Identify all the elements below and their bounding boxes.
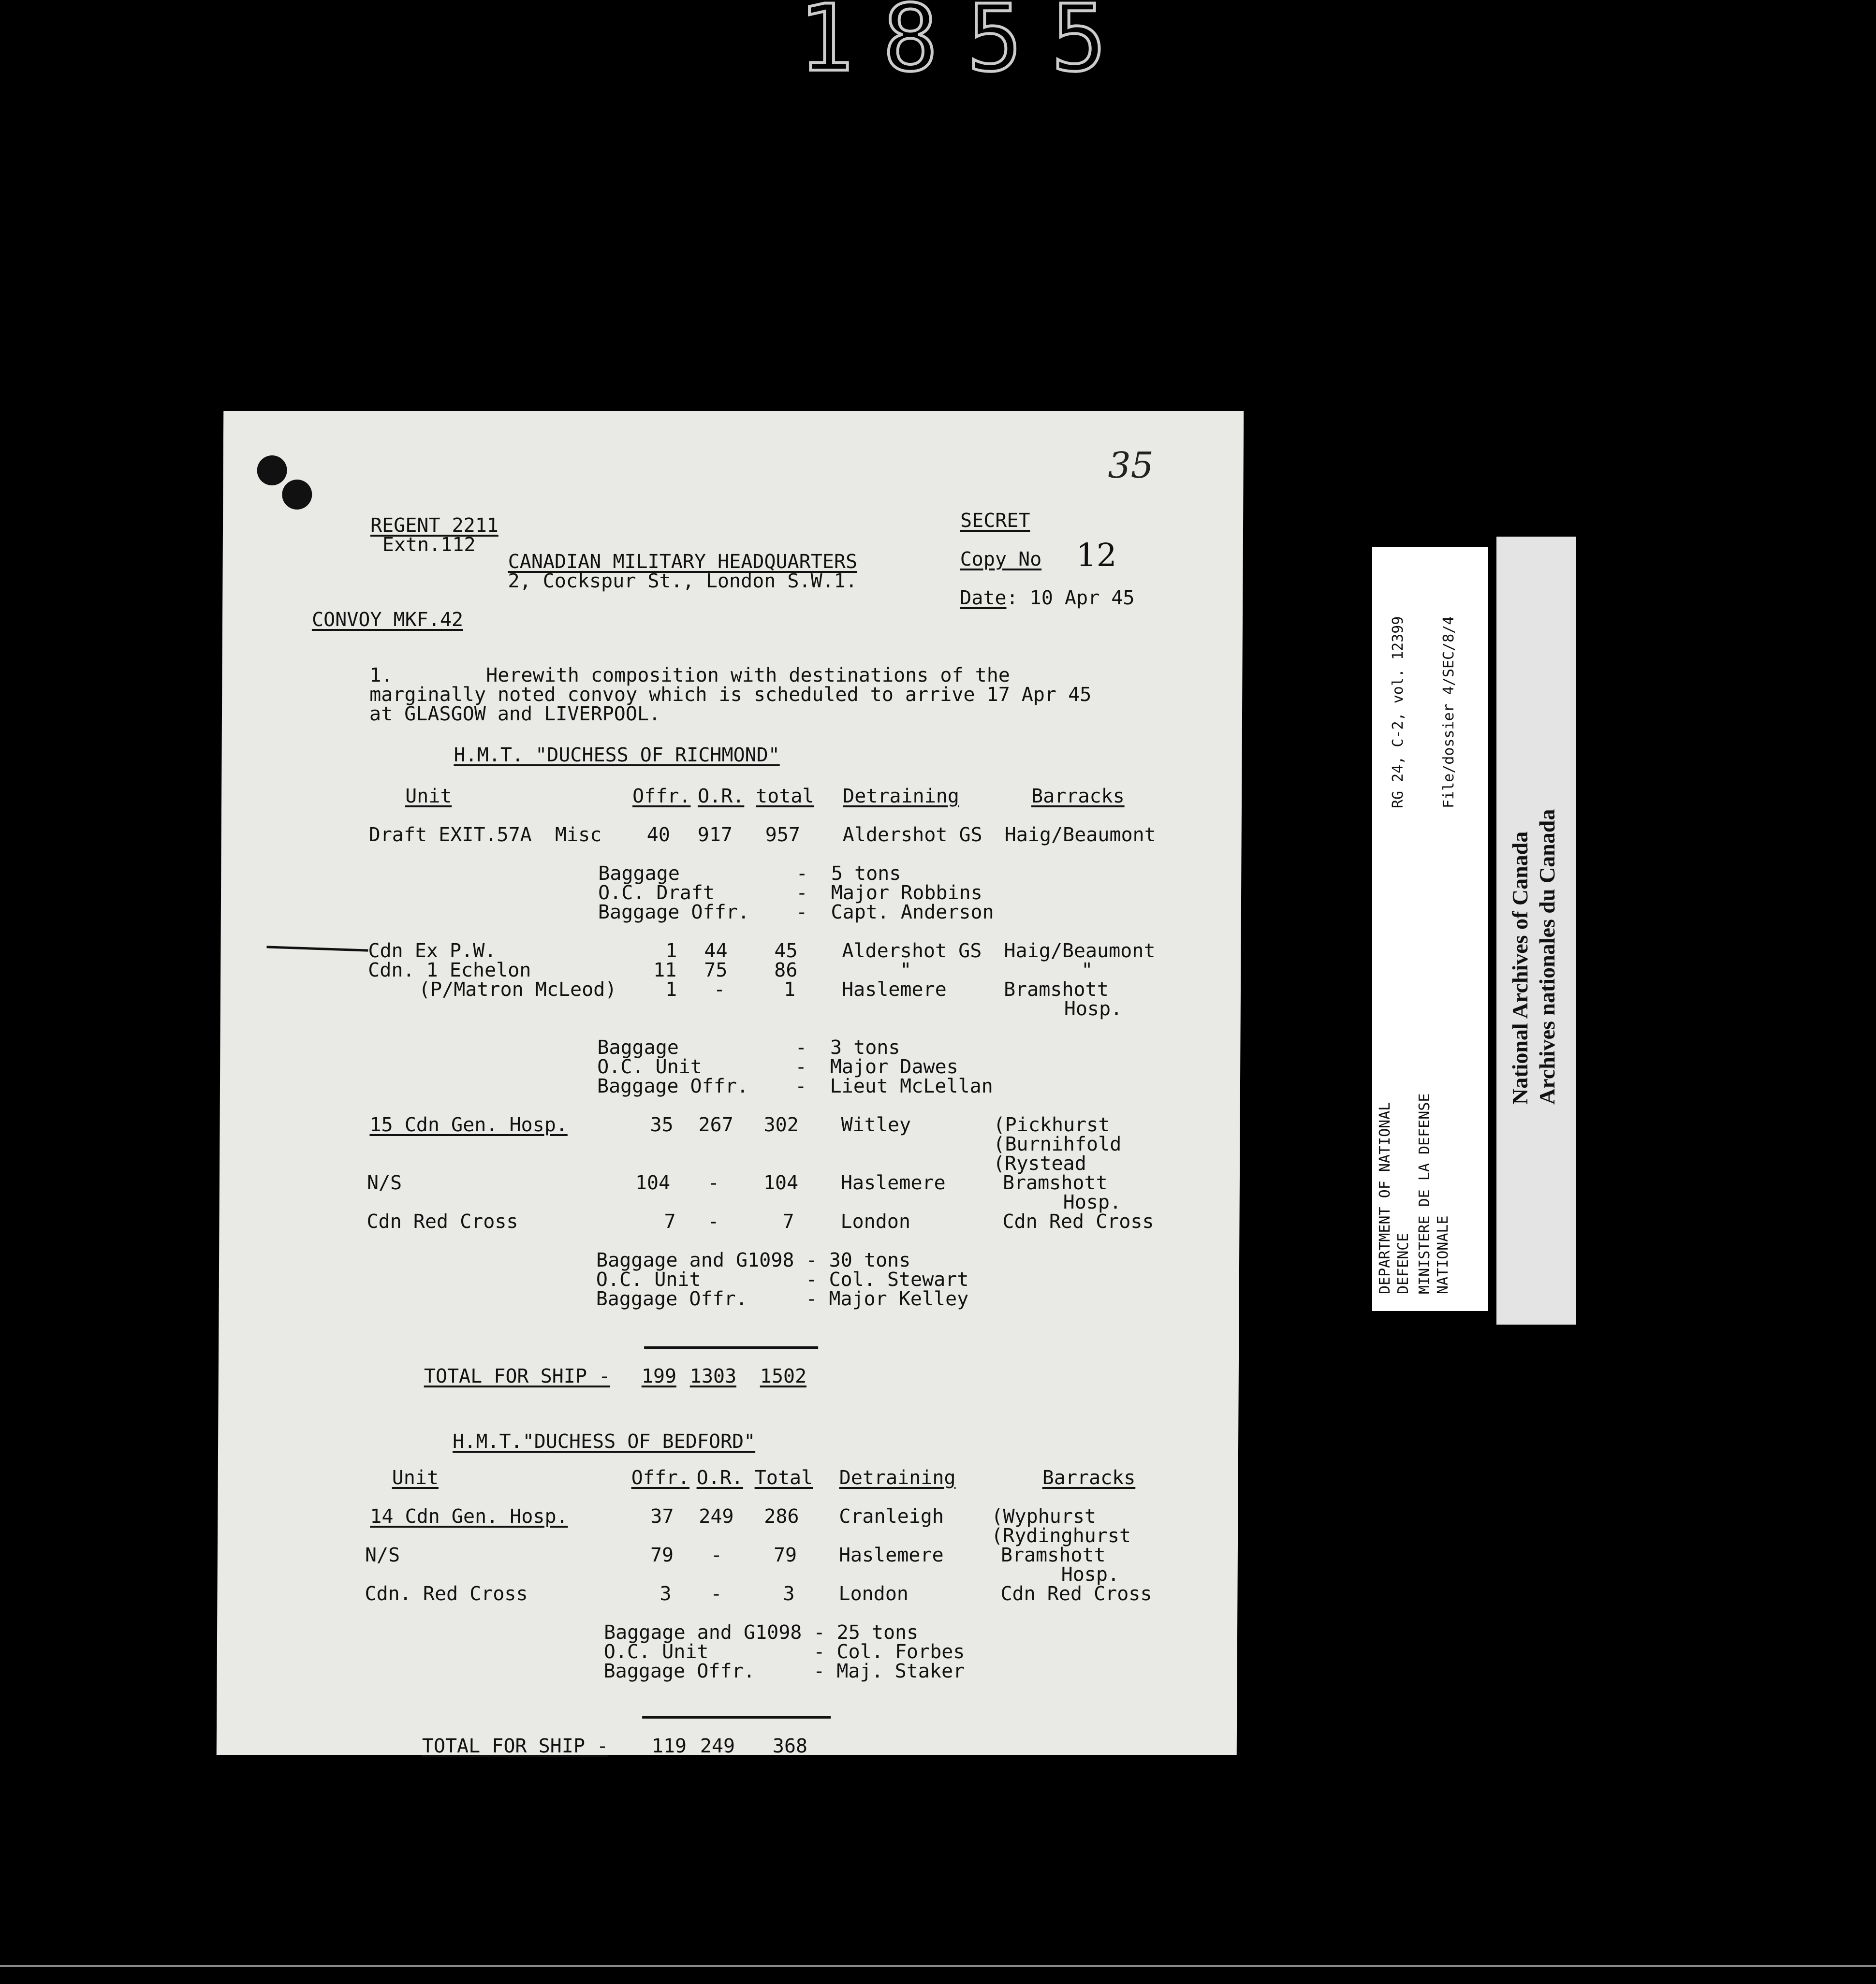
baggage-offr-line: Baggage Offr. - Maj. Staker xyxy=(603,1660,965,1682)
extension: Extn.112 xyxy=(382,534,476,556)
table-row-offr: 7 xyxy=(664,1211,676,1233)
total-rule xyxy=(642,1716,831,1719)
ship1-title: H.M.T. "DUCHESS OF RICHMOND" xyxy=(454,744,780,766)
table-row-barracks-cont: Hosp. xyxy=(1063,1191,1122,1213)
ship2-total-label: TOTAL FOR SHIP - xyxy=(422,1735,609,1757)
table-row-barracks: (Wyphurst xyxy=(991,1505,1097,1528)
table-row-offr: 3 xyxy=(660,1583,672,1605)
table-row-offr: 11 xyxy=(653,959,677,981)
total-rule xyxy=(644,1346,818,1349)
date-line xyxy=(960,587,1134,609)
table-row-or: 44 xyxy=(704,940,728,962)
table-row-offr: 35 xyxy=(650,1114,674,1136)
table-row-barracks-cont: (Rystead xyxy=(993,1152,1086,1175)
intro-line-3: at GLASGOW and LIVERPOOL. xyxy=(369,703,661,725)
baggage-line: Baggage and G1098 - 25 tons xyxy=(603,1621,919,1644)
table-row-detraining: London xyxy=(840,1211,911,1233)
copy-label: Copy No xyxy=(960,548,1042,570)
oc-line: O.C. Unit - Col. Stewart xyxy=(596,1269,969,1291)
reference-file: File/dossier 4/SEC/8/4 xyxy=(1440,616,1457,808)
ship1-header-unit: Unit xyxy=(405,785,452,807)
baggage-offr-line: Baggage Offr. - Lieut McLellan xyxy=(597,1075,993,1097)
table-row-offr: 37 xyxy=(650,1505,674,1528)
baggage-line: Baggage and G1098 - 30 tons xyxy=(596,1249,911,1271)
ship1-header-total: total xyxy=(755,785,814,807)
baggage-offr-line: Baggage Offr. - Capt. Anderson xyxy=(598,901,994,923)
table-row-detraining: Haslemere xyxy=(838,1544,944,1566)
table-row-unit: N/S xyxy=(366,1172,402,1194)
archive-reference-label xyxy=(1372,547,1488,1311)
phone-number: REGENT 2211 xyxy=(370,514,499,537)
table-row-unit: 14 Cdn Gen. Hosp. xyxy=(370,1505,568,1528)
table-row-offr: 1 xyxy=(665,978,677,1001)
table-row-detraining: London xyxy=(838,1583,909,1605)
table-row-detraining: Haslemere xyxy=(841,978,947,1001)
archives-stamp xyxy=(1496,537,1576,1325)
org-name: CANADIAN MILITARY HEADQUARTERS xyxy=(508,551,858,573)
ship1-total-label: TOTAL FOR SHIP - xyxy=(424,1365,611,1387)
table-row-offr: 40 xyxy=(646,824,670,846)
table-row-or: - xyxy=(707,1211,719,1233)
baggage-line: Baggage - 3 tons xyxy=(597,1036,900,1059)
ship2-header-offr: Offr. xyxy=(631,1467,690,1489)
punch-hole xyxy=(257,455,287,485)
table-row-total: 302 xyxy=(763,1114,799,1136)
table-row-total: 79 xyxy=(773,1544,797,1566)
classification: SECRET xyxy=(960,510,1030,532)
archives-en: National Archives of Canada xyxy=(1508,831,1532,1105)
ship1-total-total: 1502 xyxy=(760,1365,807,1387)
table-row-barracks-cont: Hosp. xyxy=(1061,1563,1120,1586)
ship2-header-detraining: Detraining xyxy=(839,1467,956,1489)
table-row-total: 1 xyxy=(783,978,796,1001)
baggage-line: Baggage - 5 tons xyxy=(598,862,901,885)
table-row-or: - xyxy=(713,978,726,1001)
ship1-total-or: 1303 xyxy=(689,1365,737,1387)
table-row-unit: Cdn. 1 Echelon xyxy=(368,959,531,981)
table-row-total: 3 xyxy=(783,1583,795,1605)
ship2-title: H.M.T."DUCHESS OF BEDFORD" xyxy=(452,1430,756,1453)
date-value: : 10 Apr 45 xyxy=(1006,587,1135,609)
ship2-header-total: Total xyxy=(754,1467,813,1489)
oc-line: O.C. Unit - Col. Forbes xyxy=(603,1641,965,1663)
convoy-name: CONVOY MKF.42 xyxy=(311,609,464,631)
table-row-total: 45 xyxy=(774,940,798,962)
table-row-total: 957 xyxy=(765,824,801,846)
table-row-detraining: Cranleigh xyxy=(839,1505,944,1528)
ship1-header-barracks: Barracks xyxy=(1031,785,1125,807)
oc-line: O.C. Unit - Major Dawes xyxy=(597,1056,958,1078)
table-row-or: - xyxy=(710,1544,723,1566)
table-row-detraining: Witley xyxy=(841,1114,911,1136)
copy-number: 12 xyxy=(1076,537,1117,574)
table-row-total: 7 xyxy=(782,1211,794,1233)
table-row-total: 286 xyxy=(764,1505,799,1528)
ship1-header-offr: Offr. xyxy=(632,785,691,807)
table-row-barracks: Haig/Beaumont xyxy=(1004,940,1156,962)
table-row-unit: Cdn Ex P.W. xyxy=(368,940,497,962)
table-row-barracks: (Pickhurst xyxy=(993,1114,1110,1136)
table-row-barracks: Bramshott xyxy=(1003,978,1109,1001)
table-row-barracks: Bramshott xyxy=(1000,1544,1106,1566)
table-row-offr: 104 xyxy=(635,1172,671,1194)
margin-mark xyxy=(266,946,368,951)
document-page xyxy=(217,411,1244,1755)
table-row-total: 104 xyxy=(763,1172,799,1194)
ship2-total-total: 368 xyxy=(772,1735,808,1757)
film-edge xyxy=(0,1965,1876,1967)
table-row-unit: 15 Cdn Gen. Hosp. xyxy=(369,1114,568,1136)
punch-hole xyxy=(282,480,312,510)
table-row-barracks: Cdn Red Cross xyxy=(1000,1583,1152,1605)
table-row-barracks-cont: (Burnihfold xyxy=(993,1133,1122,1155)
ship2-header-or: O.R. xyxy=(696,1467,744,1489)
ship1-total-offr: 199 xyxy=(641,1365,677,1387)
ship2-header-barracks: Barracks xyxy=(1042,1467,1136,1489)
ship1-header-detraining: Detraining xyxy=(842,785,960,807)
table-row-or: 267 xyxy=(698,1114,733,1136)
ship1-header-or: O.R. xyxy=(697,785,745,807)
table-row-or: - xyxy=(707,1172,720,1194)
table-row-offr: 1 xyxy=(665,940,677,962)
table-row-barracks: Haig/Beaumont xyxy=(1004,824,1156,846)
handwritten-page-number: 35 xyxy=(1108,445,1154,486)
oc-line: O.C. Draft - Major Robbins xyxy=(598,882,982,904)
baggage-offr-line: Baggage Offr. - Major Kelley xyxy=(596,1288,969,1310)
org-address: 2, Cockspur St., London S.W.1. xyxy=(508,570,858,592)
dept-en: DEPARTMENT OF NATIONAL DEFENCE xyxy=(1377,1102,1412,1294)
table-row-unit: N/S xyxy=(365,1544,400,1566)
table-row-unit: (P/Matron McLeod) xyxy=(418,978,617,1001)
table-row-or: - xyxy=(710,1583,722,1605)
table-row-offr: 79 xyxy=(650,1544,674,1566)
reference-volume: RG 24, C-2, vol. 12399 xyxy=(1390,616,1407,808)
date-label: Date xyxy=(960,587,1007,609)
dept-fr: MINISTERE DE LA DEFENSE NATIONALE xyxy=(1416,1093,1451,1294)
table-row-total: 86 xyxy=(774,959,798,981)
table-row-unit: Draft EXIT.57A Misc xyxy=(368,824,602,846)
table-row-barracks: Bramshott xyxy=(1002,1172,1108,1194)
table-row-barracks: " xyxy=(1081,959,1093,981)
archives-fr: Archives nationales du Canada xyxy=(1535,809,1559,1105)
table-row-detraining: Haslemere xyxy=(840,1172,946,1194)
ship2-header-unit: Unit xyxy=(392,1467,439,1489)
ship2-total-or: 249 xyxy=(700,1735,735,1757)
table-row-barracks-cont: (Rydinghurst xyxy=(991,1525,1131,1547)
table-row-or: 249 xyxy=(699,1505,734,1528)
table-row-detraining: Aldershot GS xyxy=(842,940,982,962)
table-row-detraining: " xyxy=(900,959,912,981)
table-row-unit: Cdn Red Cross xyxy=(366,1211,518,1233)
table-row-or: 917 xyxy=(697,824,733,846)
table-row-detraining: Aldershot GS xyxy=(842,824,982,846)
table-row-or: 75 xyxy=(704,959,728,981)
table-row-barracks-cont: Hosp. xyxy=(1064,998,1123,1020)
table-row-unit: Cdn. Red Cross xyxy=(365,1583,528,1605)
frame-number: 1855 xyxy=(798,0,1136,92)
intro-line-2: marginally noted convoy which is scheduled to arrive 17 Apr 45 xyxy=(369,684,1092,706)
intro-line-1: 1. Herewith composition with destinations of the xyxy=(369,664,1011,686)
ship2-total-offr: 119 xyxy=(651,1735,687,1757)
table-row-barracks: Cdn Red Cross xyxy=(1002,1211,1154,1233)
